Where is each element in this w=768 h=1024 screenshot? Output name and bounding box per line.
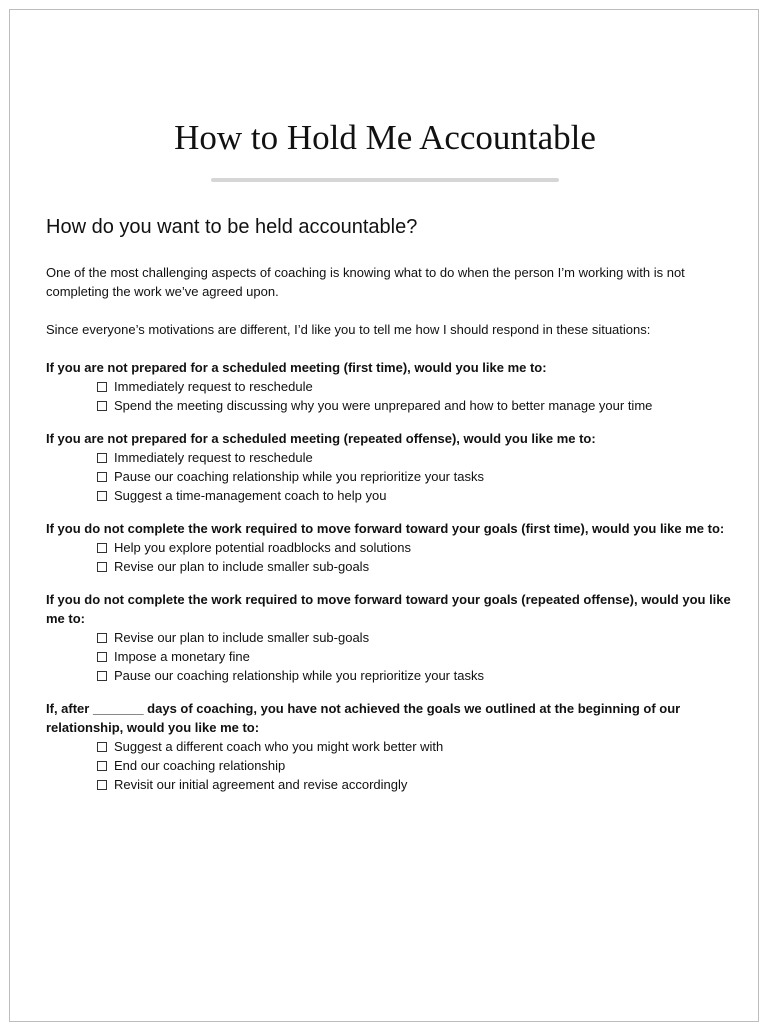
title-divider bbox=[211, 178, 559, 182]
checkbox-icon[interactable] bbox=[97, 761, 107, 771]
option-item bbox=[97, 467, 736, 486]
option-label: Pause our coaching relationship while you reprioritize your tasks bbox=[114, 668, 484, 683]
question-text: If, after _______ days of coaching, you have not achieved the goals we outlined at the beginning of our relationship, would you like me to: bbox=[46, 701, 681, 735]
document-body bbox=[46, 213, 736, 808]
checkbox-icon[interactable] bbox=[97, 401, 107, 411]
question-group-3 bbox=[46, 519, 736, 576]
document-title: How to Hold Me Accountable bbox=[174, 118, 596, 157]
option-label: Help you explore potential roadblocks and solutions bbox=[114, 540, 412, 555]
option-item bbox=[97, 377, 736, 396]
question-text: If you do not complete the work required to move forward toward your goals (first time), would you like me to: bbox=[46, 521, 725, 536]
question-group-1 bbox=[46, 358, 736, 415]
checkbox-icon[interactable] bbox=[97, 453, 107, 463]
option-list bbox=[46, 628, 736, 685]
option-label: Revisit our initial agreement and revise accordingly bbox=[114, 777, 408, 792]
option-label: Revise our plan to include smaller sub-goals bbox=[114, 559, 370, 574]
document-page bbox=[9, 9, 759, 1022]
option-label: Impose a monetary fine bbox=[114, 649, 250, 664]
checkbox-icon[interactable] bbox=[97, 562, 107, 572]
option-item bbox=[97, 737, 736, 756]
option-label: Immediately request to reschedule bbox=[114, 379, 313, 394]
section-heading: How do you want to be held accountable? bbox=[46, 216, 418, 238]
checkbox-icon[interactable] bbox=[97, 382, 107, 392]
question-text: If you are not prepared for a scheduled meeting (first time), would you like me to: bbox=[46, 360, 547, 375]
option-list bbox=[46, 737, 736, 794]
checkbox-icon[interactable] bbox=[97, 633, 107, 643]
checkbox-icon[interactable] bbox=[97, 742, 107, 752]
option-item bbox=[97, 396, 736, 415]
option-label: Suggest a different coach who you might work better with bbox=[114, 739, 444, 754]
intro-paragraph-1: One of the most challenging aspects of coaching is knowing what to do when the person I’m working with is not completing the work we’ve agreed upon. bbox=[46, 265, 685, 299]
option-item bbox=[97, 538, 736, 557]
checkbox-icon[interactable] bbox=[97, 543, 107, 553]
option-label: End our coaching relationship bbox=[114, 758, 286, 773]
option-list bbox=[46, 448, 736, 505]
question-group-5 bbox=[46, 699, 736, 794]
option-item bbox=[97, 448, 736, 467]
checkbox-icon[interactable] bbox=[97, 671, 107, 681]
option-label: Spend the meeting discussing why you were unprepared and how to better manage your time bbox=[114, 398, 653, 413]
option-label: Revise our plan to include smaller sub-goals bbox=[114, 630, 370, 645]
option-label: Suggest a time-management coach to help you bbox=[114, 488, 387, 503]
option-item bbox=[97, 666, 736, 685]
option-item bbox=[97, 775, 736, 794]
option-item bbox=[97, 756, 736, 775]
question-group-2 bbox=[46, 429, 736, 505]
checkbox-icon[interactable] bbox=[97, 472, 107, 482]
option-item bbox=[97, 647, 736, 666]
option-item bbox=[97, 557, 736, 576]
question-group-4 bbox=[46, 590, 736, 685]
option-item bbox=[97, 628, 736, 647]
checkbox-icon[interactable] bbox=[97, 491, 107, 501]
option-list bbox=[46, 377, 736, 415]
checkbox-icon[interactable] bbox=[97, 652, 107, 662]
question-text: If you are not prepared for a scheduled meeting (repeated offense), would you like me to: bbox=[46, 431, 596, 446]
intro-paragraph-2: Since everyone’s motivations are different, I’d like you to tell me how I should respond in these situations: bbox=[46, 322, 651, 337]
option-item bbox=[97, 486, 736, 505]
option-label: Pause our coaching relationship while you reprioritize your tasks bbox=[114, 469, 484, 484]
question-text: If you do not complete the work required to move forward toward your goals (repeated offense), would you like me to: bbox=[46, 592, 731, 626]
option-label: Immediately request to reschedule bbox=[114, 450, 313, 465]
option-list bbox=[46, 538, 736, 576]
checkbox-icon[interactable] bbox=[97, 780, 107, 790]
